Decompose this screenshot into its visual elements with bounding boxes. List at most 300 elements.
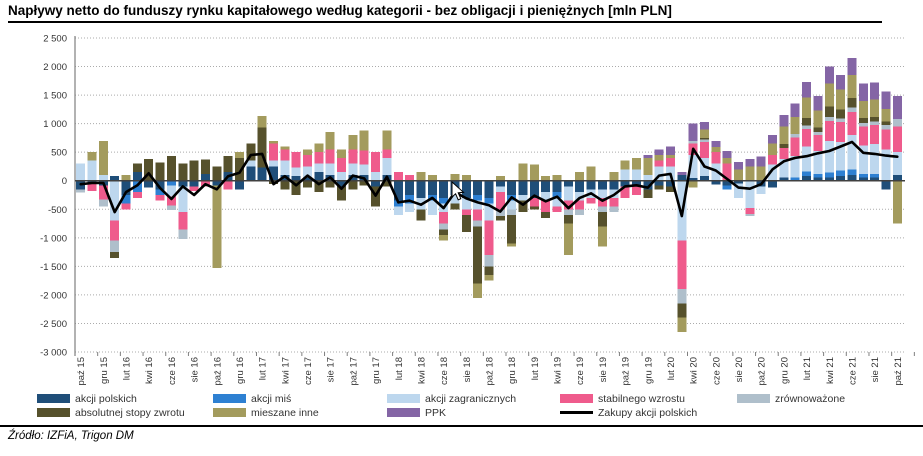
bar-segment [156, 195, 165, 201]
legend-color-swatch [213, 408, 246, 417]
legend-color-swatch [37, 408, 70, 417]
bar-segment [88, 161, 97, 181]
bar-segment [677, 241, 686, 290]
bar-segment [224, 156, 233, 172]
bar-segment [632, 186, 641, 195]
bar-segment [643, 155, 652, 158]
bar-segment [870, 125, 879, 144]
bar-segment [473, 181, 482, 195]
bar-segment [439, 229, 448, 235]
bar-segment [836, 170, 845, 176]
bar-segment [893, 119, 902, 126]
bar-segment [167, 156, 176, 181]
bar-segment [76, 189, 85, 192]
x-axis-label: cze 19 [575, 357, 587, 385]
bar-segment [496, 176, 505, 181]
x-axis-label: kwi 21 [824, 357, 836, 384]
bar-segment [382, 130, 391, 149]
bar-segment [303, 181, 312, 188]
bar-segment [292, 152, 301, 167]
bar-segment [847, 112, 856, 135]
y-axis-label: 2 500 [43, 33, 67, 45]
bar-segment [836, 89, 845, 109]
bar-segment [655, 185, 664, 189]
bar-segment [598, 189, 607, 198]
bar-segment [382, 149, 391, 158]
bar-segment [881, 121, 890, 124]
legend-label: akcji zagranicznych [425, 392, 517, 405]
chart-canvas [0, 30, 923, 392]
x-axis-label: sie 16 [189, 357, 201, 383]
bar-segment [485, 181, 494, 198]
bar-segment [303, 149, 312, 155]
x-axis-label: sie 20 [734, 357, 746, 383]
bar-segment [473, 221, 482, 227]
bar-segment [519, 181, 528, 195]
bar-segment [575, 172, 584, 181]
bar-segment [859, 101, 868, 118]
bar-segment [485, 221, 494, 255]
bar-segment [745, 181, 754, 208]
x-axis-label: gru 19 [643, 357, 655, 384]
x-axis-label: lut 21 [802, 357, 814, 381]
bar-segment [655, 181, 664, 186]
bar-segment [802, 129, 811, 147]
bar-segment [133, 172, 142, 181]
bar-segment [405, 175, 414, 181]
bar-segment [553, 206, 562, 212]
bar-segment [609, 206, 618, 212]
bar-segment [768, 144, 777, 155]
legend-item-2 [213, 392, 291, 405]
bar-segment [553, 181, 562, 192]
bar-segment [587, 198, 596, 204]
legend-label: PPK [425, 406, 447, 419]
bar-segment [847, 135, 856, 169]
y-axis-label: 1 500 [43, 90, 67, 102]
bar-segment [122, 204, 131, 210]
y-axis-label: 2 000 [43, 62, 67, 74]
bar-segment [655, 155, 664, 161]
bar-segment [382, 158, 391, 175]
bar-segment [246, 166, 255, 180]
x-axis-label: gru 20 [779, 357, 791, 384]
bar-segment [859, 123, 868, 126]
bar-segment [609, 198, 618, 207]
bar-segment [280, 161, 289, 175]
bar-segment [575, 181, 584, 192]
legend-color-swatch [560, 394, 593, 403]
y-axis-label: -1 500 [40, 261, 67, 273]
bar-segment [700, 129, 709, 138]
bar-segment [88, 184, 97, 191]
bar-segment [768, 155, 777, 165]
bar-segment [825, 107, 834, 117]
bar-segment [348, 149, 357, 163]
x-axis-label: sie 21 [870, 357, 882, 383]
bar-segment [689, 181, 698, 188]
bar-segment [428, 181, 437, 195]
bar-segment [609, 181, 618, 190]
bar-segment [541, 181, 550, 192]
bar-segment [689, 124, 698, 141]
bar-segment [870, 83, 879, 100]
bar-segment [326, 149, 335, 163]
bar-segment [314, 152, 323, 163]
bar-segment [802, 118, 811, 125]
bar-segment [893, 175, 902, 181]
x-axis-label: paź 18 [484, 357, 496, 386]
x-axis-label: kwi 19 [552, 357, 564, 384]
bar-segment [485, 275, 494, 281]
bar-segment [405, 181, 414, 195]
bar-segment [881, 109, 890, 122]
bar-segment [700, 142, 709, 158]
bar-segment [360, 130, 369, 150]
bar-segment [178, 229, 187, 239]
bar-segment [745, 214, 754, 216]
bar-segment [485, 266, 494, 275]
bar-segment [201, 174, 210, 181]
bar-segment [870, 100, 879, 117]
bar-segment [836, 109, 845, 118]
bar-segment [847, 175, 856, 181]
x-axis-label: kwi 18 [416, 357, 428, 384]
bar-segment [507, 209, 516, 215]
bar-segment [564, 224, 573, 255]
legend-item-4 [560, 392, 685, 405]
bar-segment [144, 181, 153, 188]
x-axis-label: sie 18 [461, 357, 473, 383]
bar-segment [643, 189, 652, 198]
legend-color-swatch [37, 394, 70, 403]
bar-segment [666, 155, 675, 158]
x-axis-label: kwi 17 [280, 357, 292, 384]
bar-segment [893, 96, 902, 119]
legend-label: akcji polskich [75, 392, 137, 405]
bar-segment [416, 172, 425, 181]
bar-segment [813, 174, 822, 177]
bar-segment [813, 128, 822, 133]
bar-segment [167, 205, 176, 210]
bar-segment [348, 181, 357, 190]
bar-segment [700, 138, 709, 140]
bar-segment [666, 146, 675, 155]
x-axis-label: kwi 20 [688, 357, 700, 384]
bar-segment [723, 158, 732, 164]
bar-segment [190, 161, 199, 181]
bar-segment [337, 149, 346, 158]
bar-segment [711, 152, 720, 163]
bar-segment [847, 108, 856, 113]
bar-segment [564, 209, 573, 215]
x-axis-label: lut 18 [393, 357, 405, 381]
x-axis-label: cze 17 [303, 357, 315, 385]
bar-segment [485, 198, 494, 204]
legend-item-7 [213, 406, 319, 419]
bar-segment [224, 181, 233, 190]
legend-label: stabilnego wzrostu [598, 392, 685, 405]
legend-label: zrównoważone [775, 392, 846, 405]
bar-segment [541, 212, 550, 218]
x-axis-label: paź 21 [892, 357, 904, 386]
bar-segment [881, 181, 890, 190]
bar-segment [88, 152, 97, 161]
bar-segment [360, 165, 369, 175]
bar-segment [711, 147, 720, 152]
bar-segment [156, 162, 165, 180]
bar-segment [553, 175, 562, 181]
bar-segment [507, 181, 516, 195]
bar-segment [235, 152, 244, 158]
bar-segment [836, 122, 845, 142]
bar-segment [485, 255, 494, 266]
bar-segment [439, 181, 448, 198]
bar-segment [167, 181, 176, 186]
bar-segment [825, 121, 834, 141]
bar-segment [859, 118, 868, 123]
x-axis-label: paź 17 [348, 357, 360, 386]
bar-segment [870, 117, 879, 122]
bar-segment [632, 158, 641, 169]
x-axis-label: paź 19 [620, 357, 632, 386]
bar-segment [689, 141, 698, 144]
bar-segment [655, 161, 664, 167]
bar-segment [825, 141, 834, 173]
bar-segment [110, 241, 119, 252]
bar-segment [677, 303, 686, 317]
bar-segment [859, 84, 868, 101]
x-axis-label: gru 18 [507, 357, 519, 384]
bar-segment [881, 125, 890, 130]
x-axis-label: lut 20 [665, 357, 677, 381]
legend-line-swatch [560, 411, 593, 414]
bar-segment [519, 195, 528, 201]
x-axis-label: gru 15 [98, 357, 110, 384]
y-axis-label: -500 [47, 204, 67, 216]
x-axis-label: paź 20 [756, 357, 768, 386]
x-axis-label: lut 17 [257, 357, 269, 381]
bar-segment [881, 129, 890, 149]
bar-segment [258, 168, 267, 181]
bar-segment [99, 200, 108, 207]
bar-segment [416, 181, 425, 198]
legend-label: mieszane inne [251, 406, 319, 419]
bar-segment [110, 252, 119, 258]
x-axis-label: sie 17 [325, 357, 337, 383]
bar-segment [621, 169, 630, 180]
bar-segment [473, 283, 482, 297]
bar-segment [666, 158, 675, 167]
bar-segment [473, 195, 482, 201]
bar-segment [700, 140, 709, 142]
bar-segment [825, 67, 834, 84]
bar-segment [394, 206, 403, 215]
legend-item-5 [737, 392, 845, 405]
bar-segment [326, 132, 335, 149]
bar-segment [870, 121, 879, 124]
legend-color-swatch [387, 394, 420, 403]
x-axis-label: gru 17 [371, 357, 383, 384]
bar-segment [847, 169, 856, 175]
bar-segment [813, 132, 822, 135]
bar-segment [598, 226, 607, 246]
bar-segment [859, 126, 868, 145]
bar-segment [847, 75, 856, 98]
bar-segment [791, 104, 800, 117]
legend-item-1 [37, 392, 137, 405]
bar-segment [496, 181, 505, 187]
bar-segment [428, 175, 437, 181]
bar-segment [836, 176, 845, 181]
bar-segment [99, 141, 108, 175]
bar-segment [870, 144, 879, 174]
bar-segment [405, 204, 414, 213]
bar-segment [779, 115, 788, 126]
bar-segment [836, 75, 845, 89]
bar-segment [825, 117, 834, 121]
bar-segment [745, 166, 754, 180]
bar-segment [122, 175, 131, 181]
bar-segment [190, 181, 199, 187]
bar-segment [779, 126, 788, 144]
x-axis-label: cze 20 [711, 357, 723, 385]
bar-segment [813, 111, 822, 128]
bar-segment [802, 146, 811, 171]
bar-segment [530, 165, 539, 181]
bar-segment [564, 215, 573, 224]
x-axis-label: cze 16 [166, 357, 178, 385]
bar-segment [802, 176, 811, 181]
bar-segment [734, 169, 743, 180]
legend-item-9 [560, 406, 697, 419]
x-axis-label: cze 21 [847, 357, 859, 385]
bar-segment [802, 125, 811, 128]
bar-segment [439, 224, 448, 230]
bar-segment [76, 164, 85, 181]
footer-rule [0, 425, 923, 442]
bar-segment [326, 164, 335, 175]
bar-segment [609, 172, 618, 181]
legend-label: absolutnej stopy zwrotu [75, 406, 185, 419]
bar-segment [496, 216, 505, 221]
bar-segment [734, 162, 743, 169]
bar-segment [700, 122, 709, 129]
bar-segment [587, 166, 596, 180]
bar-segment [314, 172, 323, 181]
bar-segment [859, 174, 868, 177]
bar-segment [439, 235, 448, 241]
bar-segment [280, 149, 289, 160]
bar-segment [416, 209, 425, 220]
bar-segment [235, 181, 244, 190]
legend-color-swatch [737, 394, 770, 403]
bar-segment [745, 208, 754, 214]
bar-segment [496, 186, 505, 192]
legend-item-3 [387, 392, 516, 405]
y-axis-label: -1 000 [40, 233, 67, 245]
bar-segment [269, 144, 278, 161]
bar-segment [439, 212, 448, 223]
bar-segment [201, 160, 210, 174]
bar-segment [575, 209, 584, 215]
bar-segment [847, 98, 856, 108]
bar-segment [541, 176, 550, 181]
bar-segment [110, 221, 119, 241]
bar-segment [723, 185, 732, 189]
bar-segment [791, 137, 800, 156]
bar-segment [757, 157, 766, 167]
bar-segment [212, 185, 221, 268]
bar-segment [825, 84, 834, 107]
bar-segment [825, 173, 834, 178]
bar-segment [655, 149, 664, 155]
bar-segment [337, 172, 346, 181]
bar-segment [621, 161, 630, 170]
bar-segment [314, 164, 323, 173]
bar-segment [779, 144, 788, 148]
y-axis-label: -3 000 [40, 347, 67, 359]
bar-segment [700, 176, 709, 181]
bar-segment [110, 176, 119, 181]
bar-segment [791, 117, 800, 134]
bar-segment [371, 172, 380, 181]
x-axis-label: sie 19 [597, 357, 609, 383]
bar-segment [881, 92, 890, 109]
y-axis-label: 0 [61, 176, 67, 188]
x-axis-label: paź 15 [76, 357, 88, 386]
bar-segment [564, 181, 573, 187]
bar-segment [473, 209, 482, 220]
y-axis-label: -2 000 [40, 290, 67, 302]
bar-segment [677, 318, 686, 332]
bar-segment [292, 176, 301, 181]
bar-segment [813, 135, 822, 151]
bar-segment [348, 135, 357, 149]
y-axis-label: -2 500 [40, 318, 67, 330]
bar-segment [893, 181, 902, 224]
bar-segment [507, 215, 516, 244]
bar-segment [450, 204, 459, 210]
bar-segment [462, 175, 471, 181]
bar-segment [360, 150, 369, 164]
bar-segment [677, 172, 686, 175]
bar-segment [802, 82, 811, 97]
bar-segment [847, 58, 856, 75]
bar-segment [632, 169, 641, 180]
bar-segment [587, 181, 596, 190]
bar-segment [99, 175, 108, 181]
bar-segment [643, 158, 652, 175]
bar-segment [507, 244, 516, 247]
bar-segment [348, 164, 357, 175]
bar-segment [178, 164, 187, 181]
bar-segment [133, 164, 142, 173]
source-note: Źródło: IZFiA, Trigon DM [8, 430, 134, 442]
bar-segment [643, 175, 652, 181]
bar-segment [677, 175, 686, 181]
bar-segment [462, 209, 471, 215]
legend-item-8 [387, 406, 446, 419]
legend-label: Zakupy akcji polskich [598, 406, 698, 419]
bar-segment [598, 206, 607, 212]
bar-segment [337, 158, 346, 172]
bar-segment [258, 116, 267, 127]
bar-segment [314, 144, 323, 153]
bar-segment [428, 201, 437, 215]
bar-segment [711, 141, 720, 147]
bar-segment [802, 97, 811, 118]
